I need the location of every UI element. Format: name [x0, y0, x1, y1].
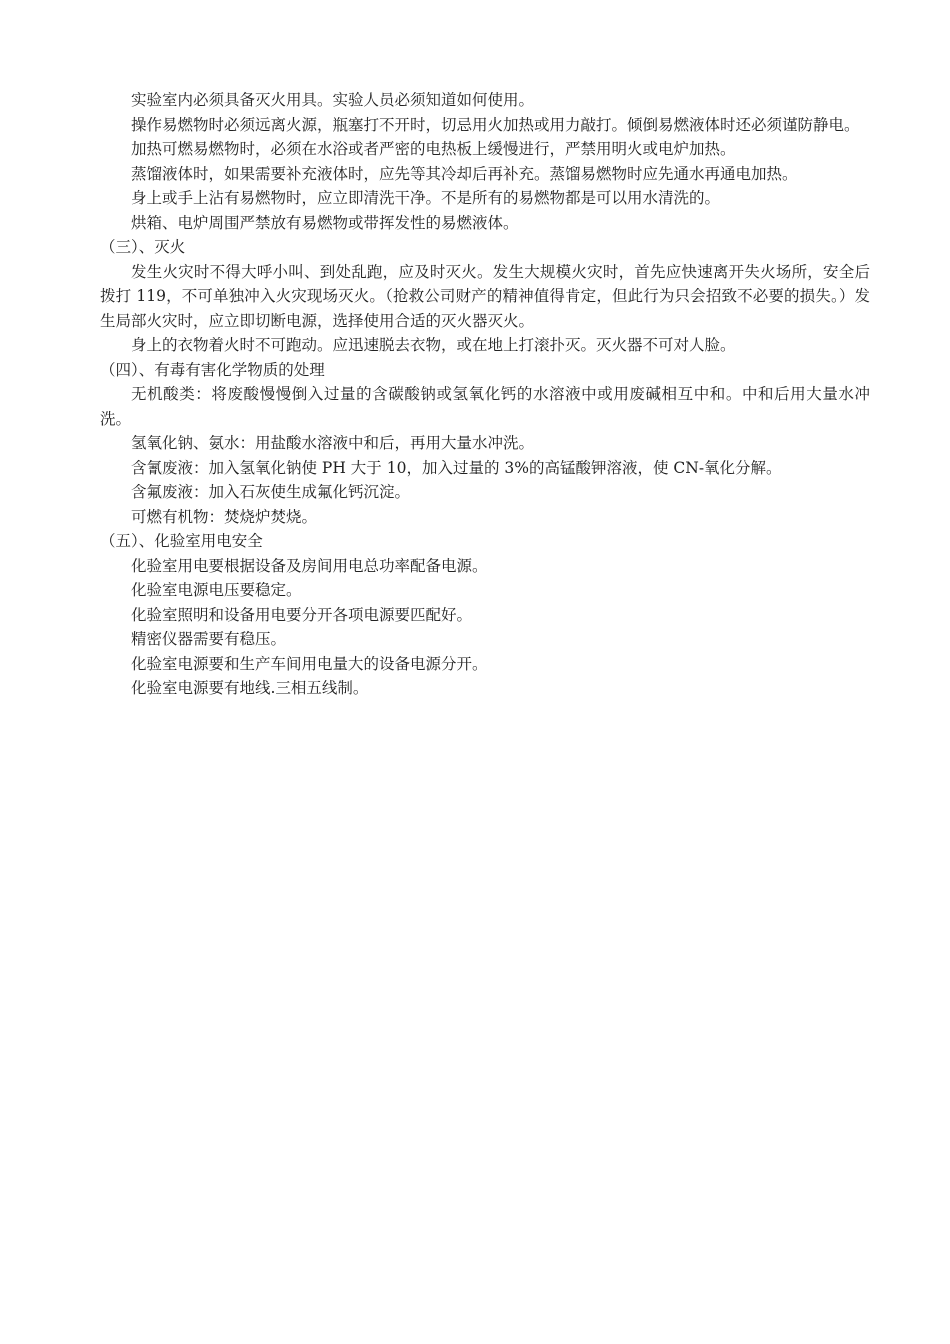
document-page [100, 88, 870, 701]
paragraph: 发生火灾时不得大呼小叫、到处乱跑，应及时灭火。发生大规模火灾时，首先应快速离开失火场所，安全后拨打 119，不可单独冲入火灾现场灭火。（抢救公司财产的精神值得肯定，但此行为只会招致不必要的损失。）发生局部火灾时，应立即切断电源，选择使用合适的灭火器灭火。 [100, 262, 870, 330]
paragraph: 身上或手上沾有易燃物时，应立即清洗干净。不是所有的易燃物都是可以用水清洗的。 [131, 189, 721, 207]
electrical-safety-section [100, 529, 870, 701]
paragraph: 氢氧化钠、氨水：用盐酸水溶液中和后，再用大量水冲洗。 [131, 434, 535, 452]
paragraph: 可燃有机物：焚烧炉焚烧。 [131, 507, 318, 526]
paragraph: 含氰废液：加入氢氧化钠使 PH 大于 10，加入过量的 3%的高锰酸钾溶液，使 CN-氧化分解。 [131, 458, 782, 477]
fire-fighting-section [100, 235, 870, 358]
paragraph: 烘箱、电炉周围严禁放有易燃物或带挥发性的易燃液体。 [131, 213, 519, 232]
hazardous-chemicals-section [100, 358, 870, 530]
paragraph: 加热可燃易燃物时，必须在水浴或者严密的电热板上缓慢进行，严禁用明火或电炉加热。 [131, 140, 736, 158]
paragraph: 精密仪器需要有稳压。 [131, 630, 287, 648]
paragraph: 实验室内必须具备灭火用具。实验人员必须知道如何使用。 [131, 91, 535, 109]
section-heading: （五）、化验室用电安全 [100, 532, 263, 550]
paragraph: 化验室照明和设备用电要分开各项电源要匹配好。 [131, 605, 473, 624]
paragraph: 无机酸类：将废酸慢慢倒入过量的含碳酸钠或氢氧化钙的水溶液中或用废碱相互中和。中和后用大量水冲洗。 [100, 385, 870, 428]
section-heading: （三）、灭火 [100, 238, 186, 256]
paragraph: 化验室电源要和生产车间用电量大的设备电源分开。 [131, 654, 488, 673]
section-heading: （四）、有毒有害化学物质的处理 [100, 360, 325, 379]
paragraph: 蒸馏液体时，如果需要补充液体时，应先等其冷却后再补充。蒸馏易燃物时应先通水再通电加热。 [131, 164, 798, 183]
paragraph: 操作易燃物时必须远离火源，瓶塞打不开时，切忌用火加热或用力敲打。倾倒易燃液体时还必须谨防静电。 [131, 115, 860, 134]
paragraph: 化验室电源要有地线.三相五线制。 [131, 679, 369, 697]
paragraph: 含氟废液：加入石灰使生成氟化钙沉淀。 [131, 483, 411, 501]
paragraph: 化验室电源电压要稳定。 [131, 581, 302, 599]
paragraph: 化验室用电要根据设备及房间用电总功率配备电源。 [131, 556, 488, 575]
paragraph: 身上的衣物着火时不可跑动。应迅速脱去衣物，或在地上打滚扑灭。灭火器不可对人脸。 [131, 336, 736, 354]
fire-prevention-section [100, 88, 870, 235]
